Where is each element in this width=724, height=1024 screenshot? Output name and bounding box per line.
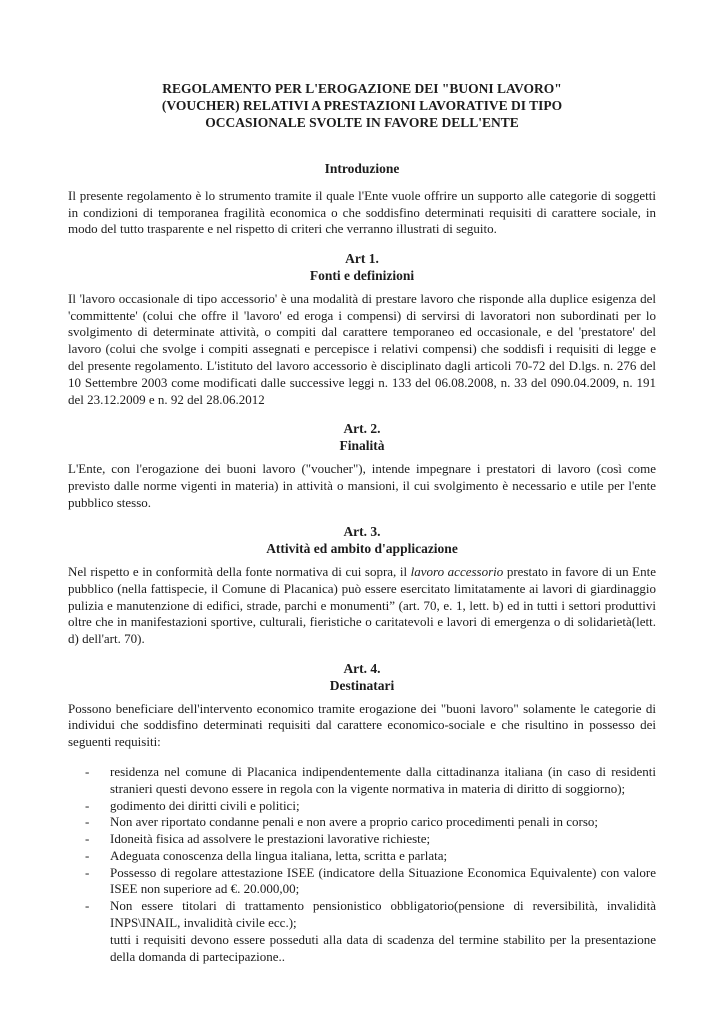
requirement-text: Non essere titolari di trattamento pensionistico obbligatorio(pensione di reversibilità, invalidità INPS\INAIL, invalidità civile ecc.); <box>110 898 656 931</box>
art-1-paragraph: Il 'lavoro occasionale di tipo accessorio' è una modalità di prestare lavoro che risponde alla duplice esigenza del 'committente' (colui che offre il 'lavoro' ed eroga i compensi) di servirsi di lavoratori non subordinati per lo svolgimento di determinate attività, o compiti dal carattere temporaneo ed occasionale, e del 'prestatore' del lavoro (colui che svolge i compiti assegnati e percepisce i relativi compensi) che soddisfi i requisiti di legge e del presente regolamento. L'istituto del lavoro accessorio è disciplinato dagli articoli 70-72 del D.lgs. n. 276 del 10 Settembre 2003 come modificati dalle successive leggi n. 133 del 06.08.2008, n. 33 del 090.04.2009, n. 191 del 23.12.2009 e n. 92 del 28.06.2012 <box>68 290 656 407</box>
section-art-3 <box>68 524 656 648</box>
art-3-text-after-italic: prestato in favore di un Ente pubblico (nella fattispecie, il Comune di Placanica) può essere esercitato limitatamente ai lavori di giardinaggio pulizia e manutenzione di edifici, strade, parchi e monumenti” (art. 70, e. 1, lett. b) ed in tutti i settori produttivi oltre che in manifestazioni sportive, culturali, fieristiche o caritatevoli e lavori di emergenza o di solidarietà(lett. d) dell'art. 70). <box>68 563 657 647</box>
art-2-paragraph: L'Ente, con l'erogazione dei buoni lavoro ("voucher"), intende impegnare i prestatori di lavoro (così come previsto dalle norme vigenti in materia) in attività o mansioni, il cui svolgimento è necessario e utile per l'ente pubblico stesso. <box>68 460 656 510</box>
dash-marker: - <box>85 898 90 914</box>
requirement-item-pensione <box>68 898 656 932</box>
introduzione-heading: Introduzione <box>324 161 400 176</box>
art-1-number: Art 1. <box>345 251 379 267</box>
art-3-heading <box>68 524 656 558</box>
requirement-text: Adeguata conoscenza della lingua italiana, letta, scritta e parlata; <box>110 847 448 863</box>
art-1-heading <box>68 251 656 285</box>
dash-marker: - <box>85 763 90 779</box>
requirements-list <box>68 764 656 966</box>
art-3-text-before-italic: Nel rispetto e in conformità della fonte normativa di cui sopra, il <box>68 563 411 579</box>
section-art-4 <box>68 661 656 966</box>
dash-marker: - <box>85 831 90 847</box>
art-2-title: Finalità <box>339 438 385 454</box>
requirement-item-residenza <box>68 764 656 798</box>
art-3-paragraph <box>68 564 656 648</box>
requirement-text: godimento dei diritti civili e politici; <box>110 797 300 813</box>
section-introduzione <box>68 161 656 238</box>
art-1-title: Fonti e definizioni <box>309 267 415 283</box>
dash-marker: - <box>85 847 90 863</box>
document-title <box>68 80 656 131</box>
dash-marker: - <box>85 814 90 830</box>
introduzione-paragraph: Il presente regolamento è lo strumento tramite il quale l'Ente vuole offrire un supporto alle categorie di soggetti in condizioni di temporanea fragilità economica o che soddisfino determinati requisiti di carattere sociale, in modo del tutto trasparente e nel rispetto di criteri che verranno illustrati di seguito. <box>68 187 656 237</box>
requirement-text: residenza nel comune di Placanica indipendentemente dalla cittadinanza italiana (in caso di residenti stranieri questi devono essere in regola con la vigente normativa in materia di diritto di soggiorno); <box>110 763 656 796</box>
requirement-text: Idoneità fisica ad assolvere le prestazioni lavorative richieste; <box>110 831 431 847</box>
art-3-italic-term: lavoro accessorio <box>410 563 504 579</box>
requirement-item-lingua <box>68 848 656 865</box>
requirement-item-isee <box>68 865 656 899</box>
document-title-line-1: REGOLAMENTO PER L'EROGAZIONE DEI "BUONI LAVORO" <box>162 81 562 96</box>
art-3-number: Art. 3. <box>343 524 381 540</box>
art-3-title: Attività ed ambito d'applicazione <box>266 541 458 557</box>
art-4-paragraph: Possono beneficiare dell'intervento economico tramite erogazione dei "buoni lavoro" solamente le categorie di individui che soddisfino determinati requisiti dal carattere economico-sociale e che risultino in possesso dei seguenti requisiti: <box>68 700 656 750</box>
art-2-heading <box>68 421 656 455</box>
document-title-line-3: OCCASIONALE SVOLTE IN FAVORE DELL'ENTE <box>205 115 519 130</box>
art-2-number: Art. 2. <box>343 421 381 437</box>
requirement-text: Possesso di regolare attestazione ISEE (indicatore della Situazione Economica Equivalente) con valore ISEE non superiore ad €. 20.000,00; <box>110 864 656 897</box>
art-4-title: Destinatari <box>329 677 395 693</box>
section-art-2 <box>68 421 656 511</box>
requirement-item-diritti <box>68 798 656 815</box>
requirement-text: Non aver riportato condanne penali e non avere a proprio carico procedimenti penali in corso; <box>110 814 599 830</box>
requirement-item-condanne <box>68 814 656 831</box>
requirement-item-idoneita <box>68 831 656 848</box>
dash-marker: - <box>85 864 90 880</box>
requirements-closing-note: tutti i requisiti devono essere posseduti alla data di scadenza del termine stabilito per la presentazione della domanda di partecipazione.. <box>110 931 656 964</box>
document-title-line-2: (VOUCHER) RELATIVI A PRESTAZIONI LAVORATIVE DI TIPO <box>161 98 563 113</box>
art-4-heading <box>68 661 656 695</box>
dash-marker: - <box>85 797 90 813</box>
section-art-1 <box>68 251 656 408</box>
art-4-number: Art. 4. <box>343 660 381 676</box>
